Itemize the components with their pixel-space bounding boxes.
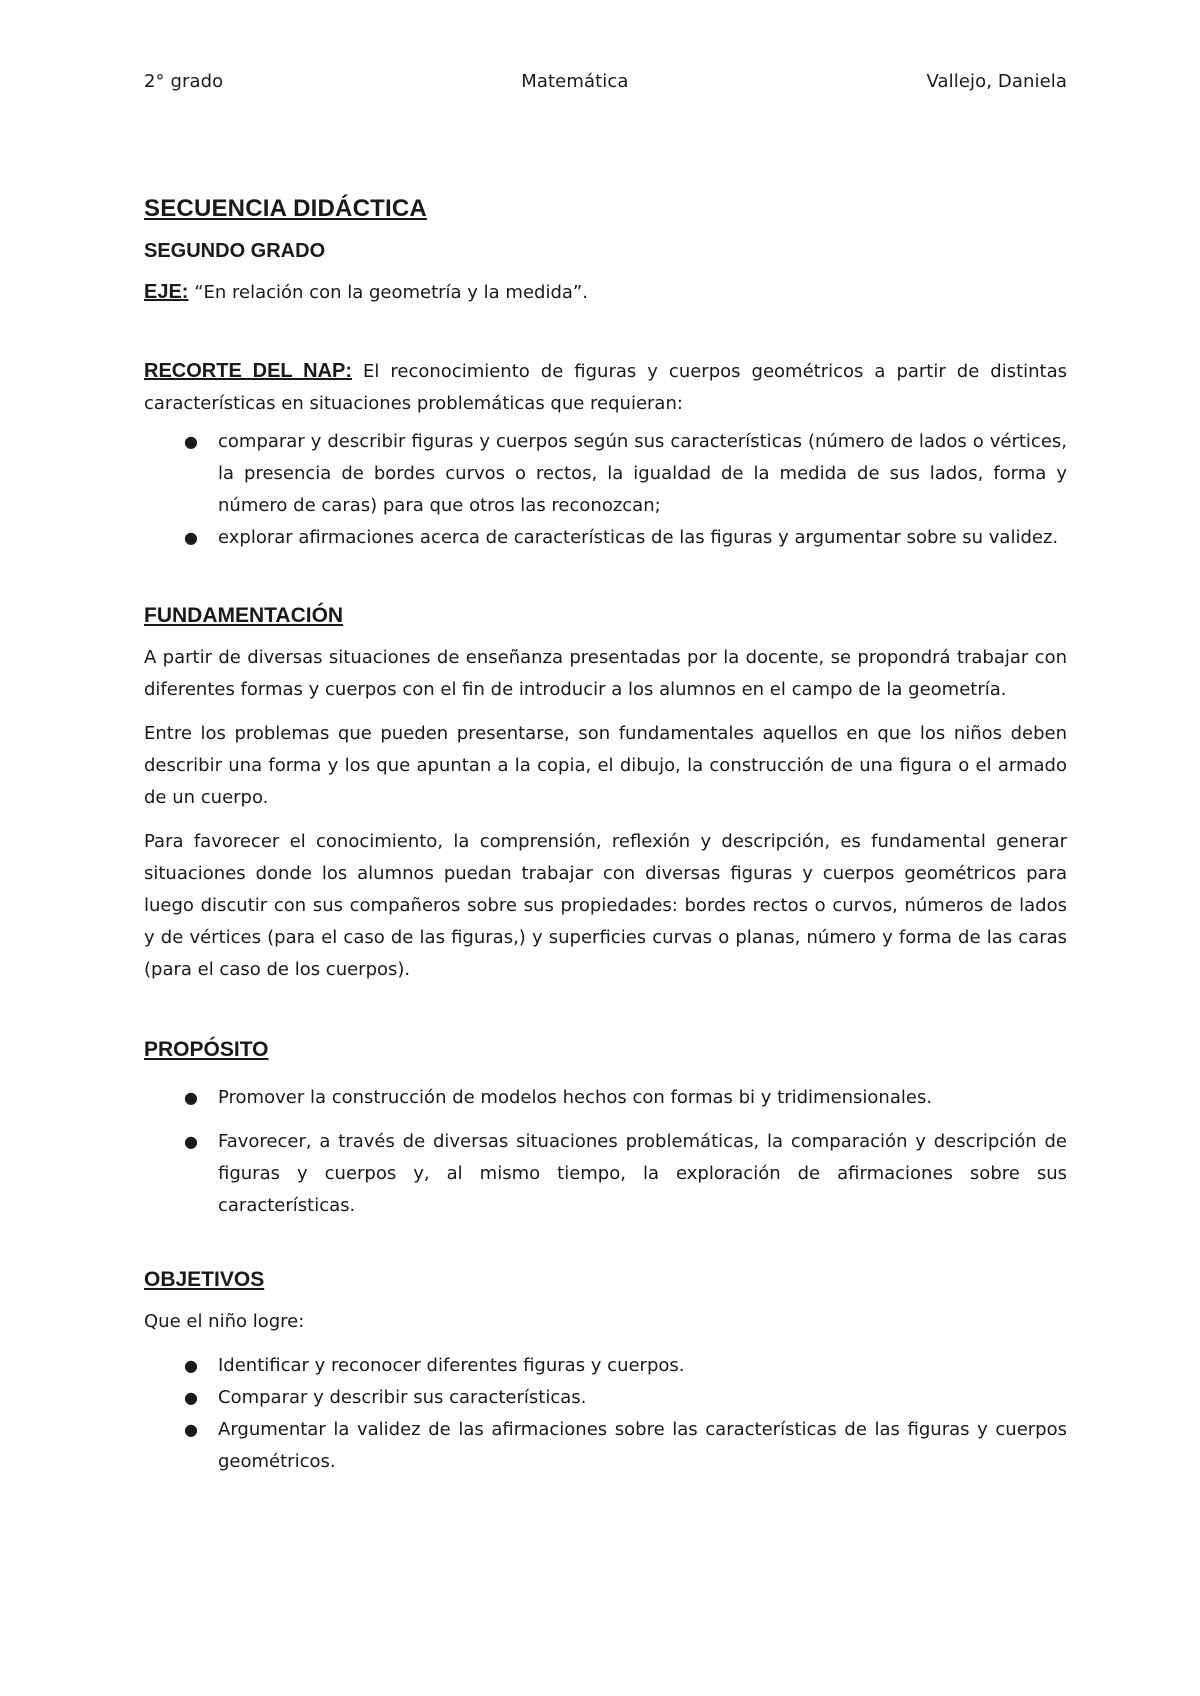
- recorte-label: RECORTE DEL NAP:: [144, 360, 352, 382]
- recorte-paragraph: [144, 355, 1067, 420]
- bullet-icon: ●: [184, 1388, 198, 1407]
- objetivos-intro: Que el niño logre:: [144, 1311, 305, 1332]
- page-header: [144, 70, 1067, 94]
- list-item: [144, 1414, 1067, 1478]
- list-item: [144, 522, 1067, 554]
- document-subtitle: SEGUNDO GRADO: [144, 240, 326, 262]
- proposito-bullet-list: [144, 1082, 1067, 1222]
- bullet-icon: ●: [184, 1132, 198, 1151]
- list-item-text: Comparar y describir sus características.: [218, 1387, 587, 1408]
- list-item-text: explorar afirmaciones acerca de características de las figuras y argumentar sobre su validez.: [218, 527, 1059, 548]
- fundamentacion-paragraph: Entre los problemas que pueden presentarse, son fundamentales aquellos en que los niños deben describir una forma y los que apuntan a la copia, el dibujo, la construcción de una figura o el armado de un cuerpo.: [144, 723, 1067, 808]
- bullet-icon: ●: [184, 432, 198, 451]
- bullet-icon: ●: [184, 528, 198, 547]
- recorte-text: El reconocimiento de figuras y cuerpos geométricos a partir de distintas características en situaciones problemáticas que requieran:: [144, 361, 1068, 414]
- fundamentacion-paragraph: Para favorecer el conocimiento, la comprensión, reflexión y descripción, es fundamental generar situaciones donde los alumnos puedan trabajar con diversas figuras y cuerpos geométricos para luego discutir con sus compañeros sobre sus propiedades: bordes rectos o curvos, números de lados y de vértices (para el caso de las figuras,) y superficies curvas o planas, número y forma de las caras (para el caso de los cuerpos).: [144, 831, 1067, 980]
- header-author: Vallejo, Daniela: [926, 71, 1067, 92]
- fundamentacion-paragraph: A partir de diversas situaciones de enseñanza presentadas por la docente, se propondrá trabajar con diferentes formas y cuerpos con el fin de introducir a los alumnos en el campo de la geometría.: [144, 647, 1067, 700]
- bullet-icon: ●: [184, 1420, 198, 1439]
- list-item: [144, 1382, 1067, 1414]
- recorte-bullet-list: [144, 426, 1067, 554]
- header-grade: 2° grado: [144, 71, 224, 92]
- bullet-icon: ●: [184, 1356, 198, 1375]
- list-item: [144, 1350, 1067, 1382]
- document-title: SECUENCIA DIDÁCTICA: [144, 195, 427, 222]
- list-item: [144, 426, 1067, 522]
- bullet-icon: ●: [184, 1088, 198, 1107]
- eje-paragraph: [144, 276, 1067, 309]
- eje-text: “En relación con la geometría y la medida”.: [188, 282, 588, 303]
- list-item-text: Promover la construcción de modelos hechos con formas bi y tridimensionales.: [218, 1087, 933, 1108]
- list-item-text: Argumentar la validez de las afirmaciones sobre las características de las figuras y cuerpos geométricos.: [218, 1419, 1067, 1472]
- objetivos-bullet-list: [144, 1350, 1067, 1478]
- eje-label: EJE:: [144, 281, 189, 303]
- fundamentacion-title: FUNDAMENTACIÓN: [144, 604, 344, 627]
- list-item-text: comparar y describir figuras y cuerpos según sus características (número de lados o vértices, la presencia de bordes curvos o rectos, la igualdad de la medida de sus lados, forma y número de caras) para que otros las reconozcan;: [218, 431, 1067, 516]
- list-item-text: Identificar y reconocer diferentes figuras y cuerpos.: [218, 1355, 685, 1376]
- list-item: [144, 1082, 1067, 1114]
- header-subject: Matemática: [521, 71, 629, 92]
- objetivos-title: OBJETIVOS: [144, 1268, 265, 1291]
- list-item: [144, 1126, 1067, 1222]
- list-item-text: Favorecer, a través de diversas situaciones problemáticas, la comparación y descripción de figuras y cuerpos y, al mismo tiempo, la exploración de afirmaciones sobre sus características.: [218, 1131, 1067, 1216]
- proposito-title: PROPÓSITO: [144, 1038, 269, 1061]
